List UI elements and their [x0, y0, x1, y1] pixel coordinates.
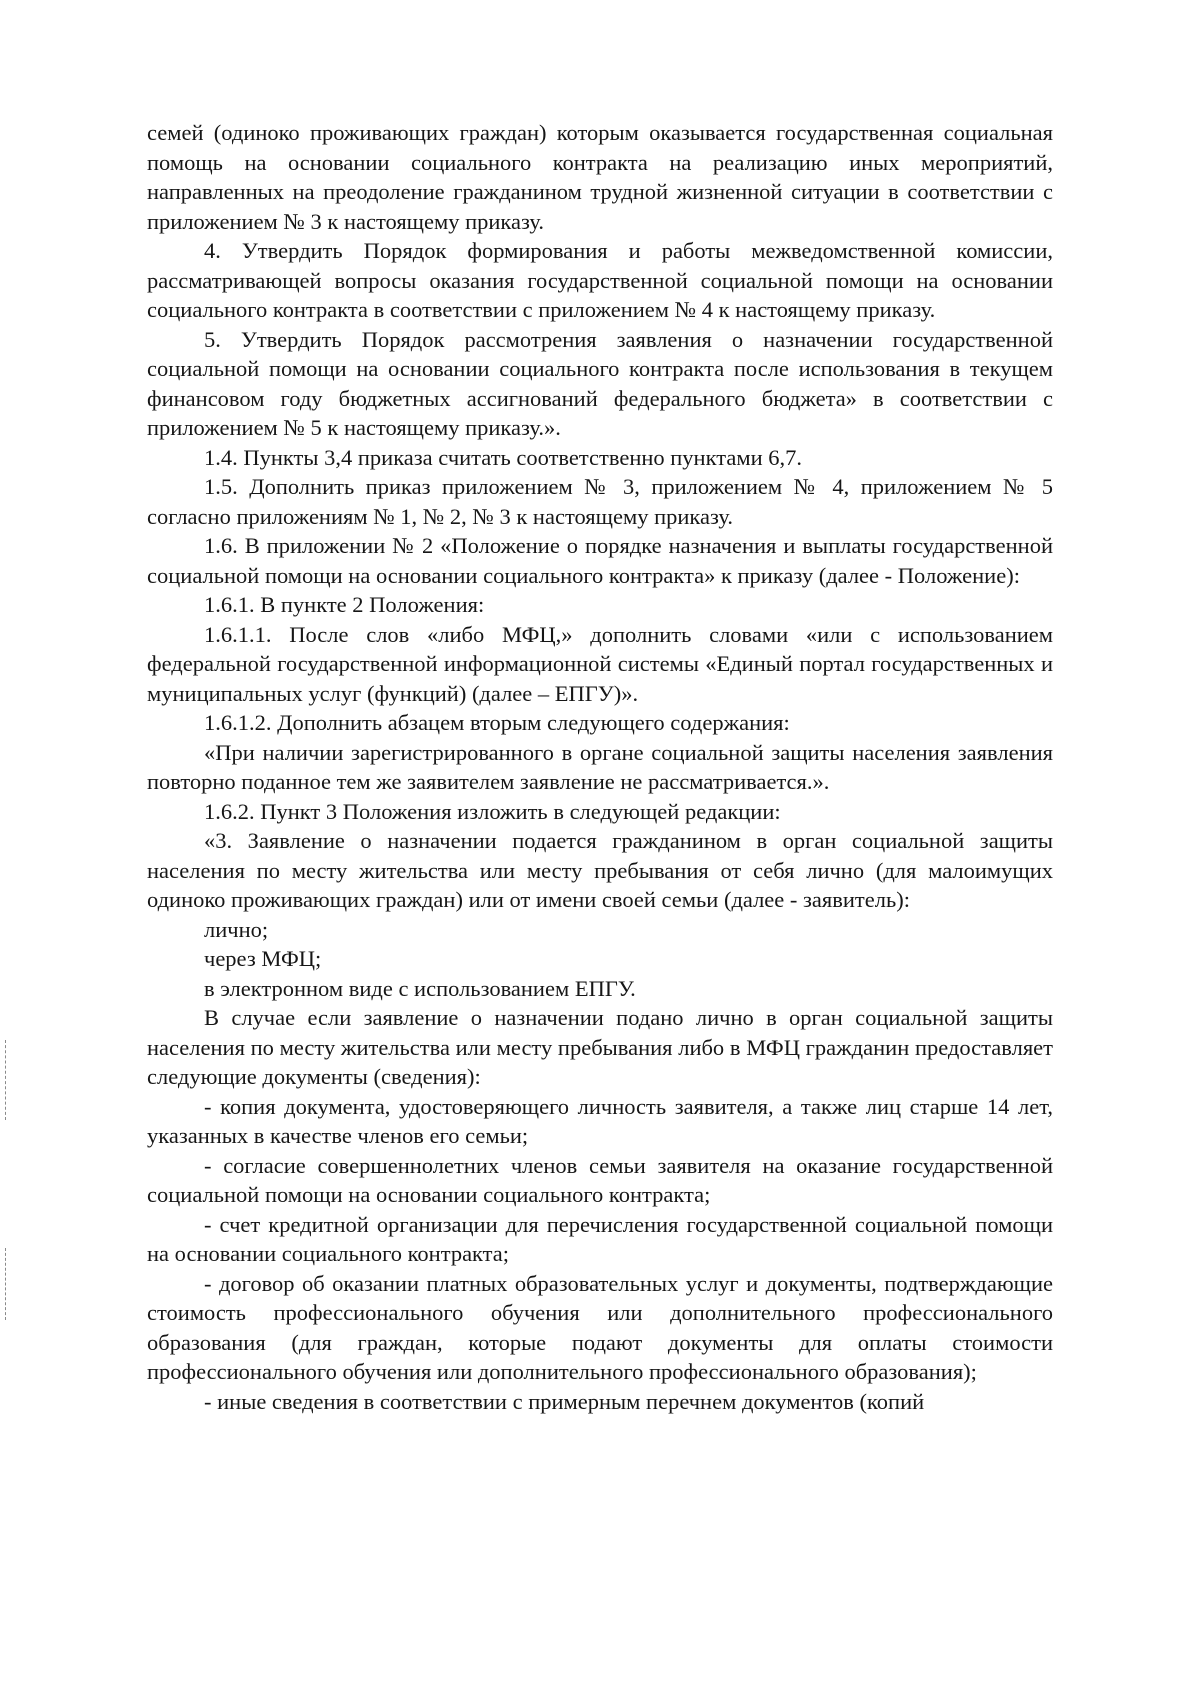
- document-body: [147, 118, 1053, 1416]
- paragraph-item-5: 5. Утвердить Порядок рассмотрения заявления о назначении государственной социальной помощи на основании социального контракта после использования в текущем финансовом году бюджетных ассигнований федерального бюджета» в соответствии с приложением № 5 к настоящему приказу.».: [147, 326, 1053, 440]
- paragraph-1-5: 1.5. Дополнить приказ приложением № 3, приложением № 4, приложением № 5 согласно приложениям № 1, № 2, № 3 к настоящему приказу.: [147, 474, 1053, 529]
- paragraph-1-6-2: 1.6.2. Пункт 3 Положения изложить в следующей редакции:: [204, 798, 781, 824]
- list-item-identity-copy: - копия документа, удостоверяющего личность заявителя, а также лиц старше 14 лет, указанных в качестве членов его семьи;: [147, 1093, 1053, 1148]
- paragraph-item-4: 4. Утвердить Порядок формирования и работы межведомственной комиссии, рассматривающей вопросы оказания государственной социальной помощи на основании социального контракта в соответствии с приложением № 4 к настоящему приказу.: [147, 238, 1053, 322]
- scan-margin-mark: [5, 1040, 6, 1120]
- paragraph-continuation: семей (одиноко проживающих граждан) которым оказывается государственная социальная помощь на основании социального контракта на реализацию иных мероприятий, направленных на преодоление гражданином трудной жизненной ситуации в соответствии с приложением № 3 к настоящему приказу.: [147, 120, 1053, 234]
- list-item-electronic: в электронном виде с использованием ЕПГУ.: [204, 975, 636, 1001]
- list-item-mfc: через МФЦ;: [204, 946, 322, 971]
- list-item-bank-account: - счет кредитной организации для перечисления государственной социальной помощи на основании социального контракта;: [147, 1211, 1053, 1266]
- list-item-other-documents: - иные сведения в соответствии с примерным перечнем документов (копий: [204, 1388, 925, 1414]
- paragraph-quote-item-3: «3. Заявление о назначении подается гражданином в орган социальной защиты населения по месту жительства или месту пребывания от себя лично (для малоимущих одиноко проживающих граждан) или от имени своей семьи (далее - заявитель):: [147, 828, 1053, 912]
- paragraph-1-4: 1.4. Пункты 3,4 приказа считать соответственно пунктами 6,7.: [204, 444, 802, 470]
- paragraph-1-6-1-2: 1.6.1.2. Дополнить абзацем вторым следующего содержания:: [204, 710, 790, 735]
- scan-margin-mark: [5, 1248, 6, 1320]
- paragraph-1-6-1: 1.6.1. В пункте 2 Положения:: [204, 592, 485, 617]
- paragraph-1-6-1-1: 1.6.1.1. После слов «либо МФЦ,» дополнить словами «или с использованием федеральной государственной информационной системы «Единый портал государственных и муниципальных услуг (функций) (далее – ЕПГУ)».: [147, 621, 1053, 706]
- paragraph-documents-intro: В случае если заявление о назначении подано лично в орган социальной защиты населения по месту жительства или месту пребывания либо в МФЦ гражданин предоставляет следующие документы (сведения):: [147, 1005, 1053, 1089]
- paragraph-quote-repeat-application: «При наличии зарегистрированного в органе социальной защиты населения заявления повторно поданное тем же заявителем заявление не рассматривается.».: [147, 739, 1053, 794]
- list-item-education-contract: - договор об оказании платных образовательных услуг и документы, подтверждающие стоимость профессионального обучения или дополнительного профессионального образования (для граждан, которые подают документы для оплаты стоимости профессионального обучения или дополнительного профессионального образования);: [147, 1270, 1053, 1384]
- list-item-consent: - согласие совершеннолетних членов семьи заявителя на оказание государственной социальной помощи на основании социального контракта;: [147, 1152, 1053, 1207]
- list-item-in-person: лично;: [204, 916, 269, 942]
- paragraph-1-6: 1.6. В приложении № 2 «Положение о порядке назначения и выплаты государственной социальной помощи на основании социального контракта» к приказу (далее - Положение):: [147, 533, 1053, 588]
